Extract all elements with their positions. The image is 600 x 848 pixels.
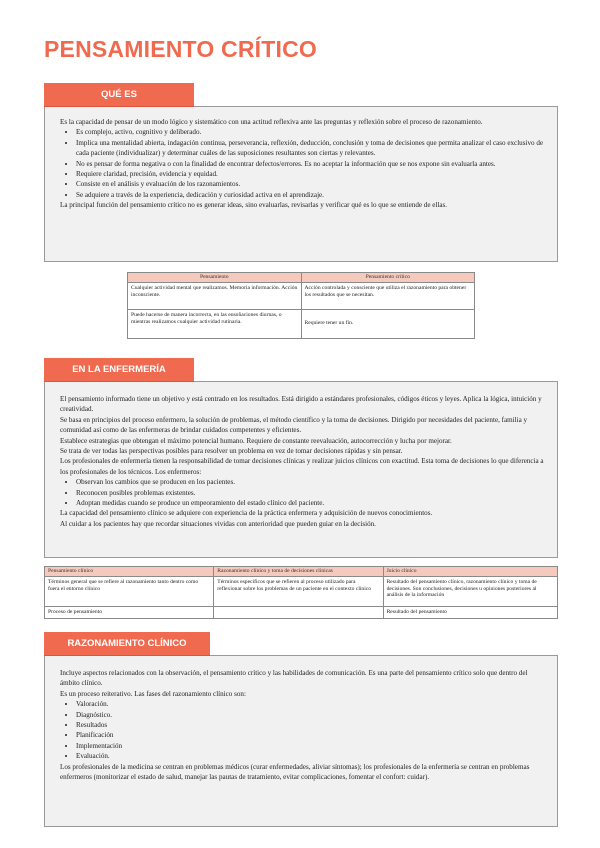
table-header: Pensamiento bbox=[128, 273, 302, 283]
list-item: • Implementación bbox=[76, 741, 546, 751]
paragraph: Es la capacidad de pensar de un modo lógico y sistemático con una actitud reflexiva ante las preguntas y reflexión sobre el proceso de razonamiento. bbox=[60, 118, 483, 126]
table-cell: Términos general que se refiere al razonamiento tanto dentro como fuera el entorno clínico bbox=[45, 576, 214, 606]
list-item: • Es complejo, activo, cognitivo y deliberado. bbox=[76, 127, 546, 137]
table-cell: Acción controlada y consciente que utiliza el razonamiento para obtener los resultados que se necesitan. bbox=[301, 282, 475, 309]
list-item: • Observan los cambios que se producen en los pacientes. bbox=[76, 477, 546, 487]
list-item: • Se adquiere a través de la experiencia, dedicación y curiosidad activa en el aprendizaje. bbox=[76, 190, 546, 200]
table-row bbox=[128, 282, 475, 309]
table-cell: Resultado del pensamiento clínico, razonamiento clínico y toma de decisiones. Son conclusiones, decisiones u opiniones posteriores al análisis de la información bbox=[383, 576, 557, 606]
paragraph: Al cuidar a los pacientes hay que recordar situaciones vividas con anterioridad que pueden guiar en la decisión. bbox=[60, 519, 376, 528]
list-item: • Valoración. bbox=[76, 699, 546, 709]
page-title: PENSAMIENTO CRÍTICO bbox=[44, 36, 318, 62]
paragraph: Se basa en principios del proceso enfermero, la solución de problemas, el método científico y la toma de decisiones. Dirigido por necesidades del paciente, familia y comunidad así como de las enfermeras de brindar cuidados competentes y eficientes. bbox=[60, 415, 528, 435]
list-item: • Implica una mentalidad abierta, indagación continua, perseverancia, reflexión, deducción, conclusión y toma de decisiones que permita analizar el caso exclusivo de cada paciente (individualizar) y determinar cuáles de las suposiciones resultantes son ciertas y relevantes. bbox=[76, 138, 546, 159]
table-row bbox=[45, 606, 558, 618]
bullet-list bbox=[60, 699, 546, 761]
list-item: • Reconocen posibles problemas existentes. bbox=[76, 488, 546, 498]
section-tab-razonamiento: RAZONAMIENTO CLÍNICO bbox=[44, 632, 210, 656]
table-header: Pensamiento crítico bbox=[301, 273, 475, 283]
paragraph: Establece estrategias que obtengan el máximo potencial humano. Requiere de constante reevaluación, autocorrección y lucha por mejorar. bbox=[60, 436, 452, 445]
list-item: • Consiste en el análisis y evaluación de los razonamientos. bbox=[76, 179, 546, 189]
table-cell: Puede hacerse de manera incorrecta, en las ensoñaciones diurnas, o mientras realizamos cualquier actividad rutinaria. bbox=[128, 309, 302, 338]
list-item: • Adoptan medidas cuando se produce un empeoramiento del estado clínico del paciente. bbox=[76, 498, 546, 508]
bullet-list bbox=[60, 127, 546, 200]
bullet-list bbox=[60, 477, 546, 508]
table-cell: Términos específicos que se refieren al proceso utilizado para reflexionar sobre los problemas de un paciente en el contexto clínico bbox=[214, 576, 383, 606]
section-razonamiento-text bbox=[60, 668, 546, 782]
table-row bbox=[45, 576, 558, 606]
table-cell bbox=[214, 606, 383, 618]
paragraph: Se trata de ver todas las perspectivas posibles para resolver un problema en vez de tomar decisiones rápidas y sin pensar. bbox=[60, 447, 403, 456]
paragraph: Los profesionales de enfermería tienen la responsabilidad de tomar decisiones clínicas y realizar juicios clínicos con exactitud. Esta toma de decisiones lo que diferencia a los profesionales de los técnicos. Los enfermeros: bbox=[60, 457, 544, 476]
paragraph: Es un proceso reiterativo. Las fases del razonamiento clínico son: bbox=[60, 689, 246, 698]
paragraph: La capacidad del pensamiento clínico se adquiere con experiencia de la práctica enfermera y adquisición de nuevos conocimientos. bbox=[60, 509, 433, 518]
table-row bbox=[128, 309, 475, 338]
table-header: Razonamiento clínico y toma de decisiones clínicas bbox=[214, 567, 383, 577]
section-tab-que-es: QUÉ ES bbox=[44, 83, 194, 107]
table-cell: Cualquier actividad mental que realizamos. Memoria información. Acción inconsciente. bbox=[128, 282, 302, 309]
list-item: • Planificación bbox=[76, 730, 546, 740]
list-item: • Diagnóstico. bbox=[76, 710, 546, 720]
table-cell: Proceso de pensamiento bbox=[45, 606, 214, 618]
section-enfermeria-text bbox=[60, 394, 546, 529]
list-item: • Requiere claridad, precisión, evidencia y equidad. bbox=[76, 169, 546, 179]
section-tab-enfermeria: EN LA ENFERMERÍA bbox=[44, 358, 194, 382]
comparison-table-pensamiento bbox=[127, 272, 475, 339]
list-item: • Evaluación. bbox=[76, 751, 546, 761]
comparison-table-clinico bbox=[44, 566, 558, 619]
table-cell: Resultado del pensamiento bbox=[383, 606, 557, 618]
paragraph: Incluye aspectos relacionados con la observación, el pensamiento crítico y las habilidades de comunicación. Es una parte del pensamiento crítico solo que dentro del ámbito clínico. bbox=[60, 669, 528, 688]
table-cell: Requiere tener un fin. bbox=[301, 309, 475, 338]
paragraph: Los profesionales de la medicina se centran en problemas médicos (curar enfermedades, aliviar síntomas); los profesionales de la enfermería se centran en problemas enfermeros (monitorizar el estado de salud, manejar las pautas de tratamiento, evitar complicaciones, fomentar el confort: cuidar). bbox=[60, 762, 530, 782]
list-item: • No es pensar de forma negativa o con la finalidad de encontrar defectos/errores. Es no aceptar la información que se nos expone sin evaluarla antes. bbox=[76, 159, 546, 169]
list-item: • Resultados bbox=[76, 720, 546, 730]
section-que-es-text bbox=[60, 117, 546, 211]
paragraph: La principal función del pensamiento crítico no es generar ideas, sino evaluarlas, revisarlas y verificar qué es lo que se entiende de ellas. bbox=[60, 201, 448, 210]
table-header: Juicio clínico bbox=[383, 567, 557, 577]
paragraph: El pensamiento informado tiene un objetivo y está centrado en los resultados. Está dirigido a estándares profesionales, códigos éticos y leyes. Aplica la lógica, intuición y creatividad. bbox=[60, 395, 542, 414]
table-header: Pensamiento clínico bbox=[45, 567, 214, 577]
